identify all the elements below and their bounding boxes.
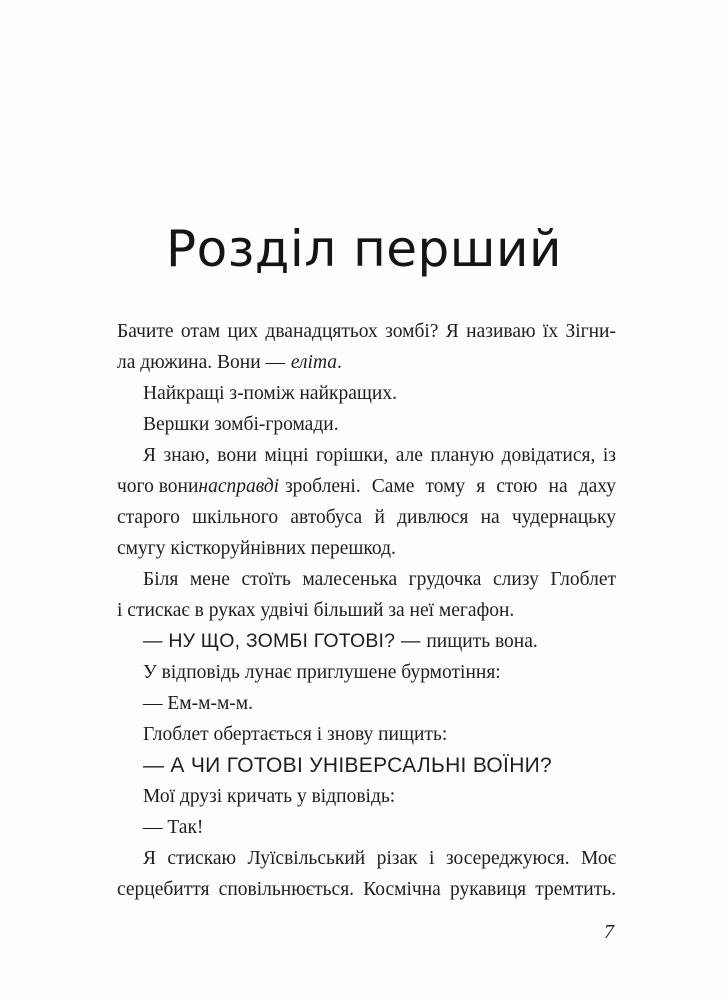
text-line	[117, 378, 616, 409]
line-text: — Так!	[143, 817, 204, 838]
line-text: пищить вона.	[426, 631, 538, 652]
chapter-title: Розділ перший	[165, 219, 563, 278]
line-text: Вершки зомбі-громади.	[143, 414, 339, 435]
page-number: 7	[604, 921, 614, 943]
line-text: ла дюжина. Вони —	[117, 352, 286, 373]
line-text: Я стискаю Луїсвільський різак і зосереджуюся. Моє	[143, 848, 616, 869]
line-text: Найкращі з-поміж найкращих.	[143, 383, 397, 404]
text-line	[117, 440, 616, 471]
text-line	[117, 626, 616, 657]
line-text: смугу кісткоруйнівних перешкод.	[117, 538, 396, 559]
line-text: і стискає в руках удвічі більший за неї мегафон.	[117, 600, 515, 621]
line-text: чого вони	[117, 476, 199, 497]
text-line	[117, 874, 616, 905]
italic-word: насправді	[198, 476, 280, 497]
line-text: зроблені. Саме тому я стою на даху	[284, 476, 616, 497]
text-line	[117, 502, 616, 533]
shout-text: — А ЧИ ГОТОВІ УНІВЕРСАЛЬНІ ВОЇНИ?	[143, 754, 553, 777]
text-line	[117, 781, 616, 812]
line-text: Я знаю, вони міцні горішки, але планую довідатися, із	[143, 445, 616, 466]
line-text: серцебиття сповільнюється. Космічна рукавиця тремтить.	[117, 879, 616, 900]
line-text: У відповідь лунає приглушене бурмотіння:	[143, 662, 501, 683]
text-line	[117, 471, 616, 502]
text-line	[117, 657, 616, 688]
text-line	[117, 750, 616, 781]
shout-text: — НУ ЩО, ЗОМБІ ГОТОВІ? —	[143, 630, 421, 652]
text-line	[117, 564, 616, 595]
line-text: Бачите отам цих дванадцятьох зомбі? Я називаю їх Зігни-	[117, 321, 616, 342]
text-line	[117, 347, 616, 378]
text-line	[117, 843, 616, 874]
line-punct: .	[337, 352, 342, 373]
body-text	[117, 316, 616, 905]
text-line	[117, 316, 616, 347]
text-line	[117, 719, 616, 750]
text-line	[117, 409, 616, 440]
line-text: старого шкільного автобуса й дивлюся на чудернацьку	[117, 507, 616, 528]
text-line	[117, 812, 616, 843]
text-line	[117, 533, 616, 564]
line-text: Глоблет обертається і знову пищить:	[143, 724, 448, 745]
line-text: Біля мене стоїть малесенька грудочка слизу Глоблет	[143, 569, 616, 590]
text-line	[117, 688, 616, 719]
italic-word: еліта	[290, 352, 338, 373]
text-line	[117, 595, 616, 626]
line-text: Мої друзі кричать у відповідь:	[143, 786, 396, 807]
line-text: — Ем-м-м-м.	[143, 693, 254, 714]
